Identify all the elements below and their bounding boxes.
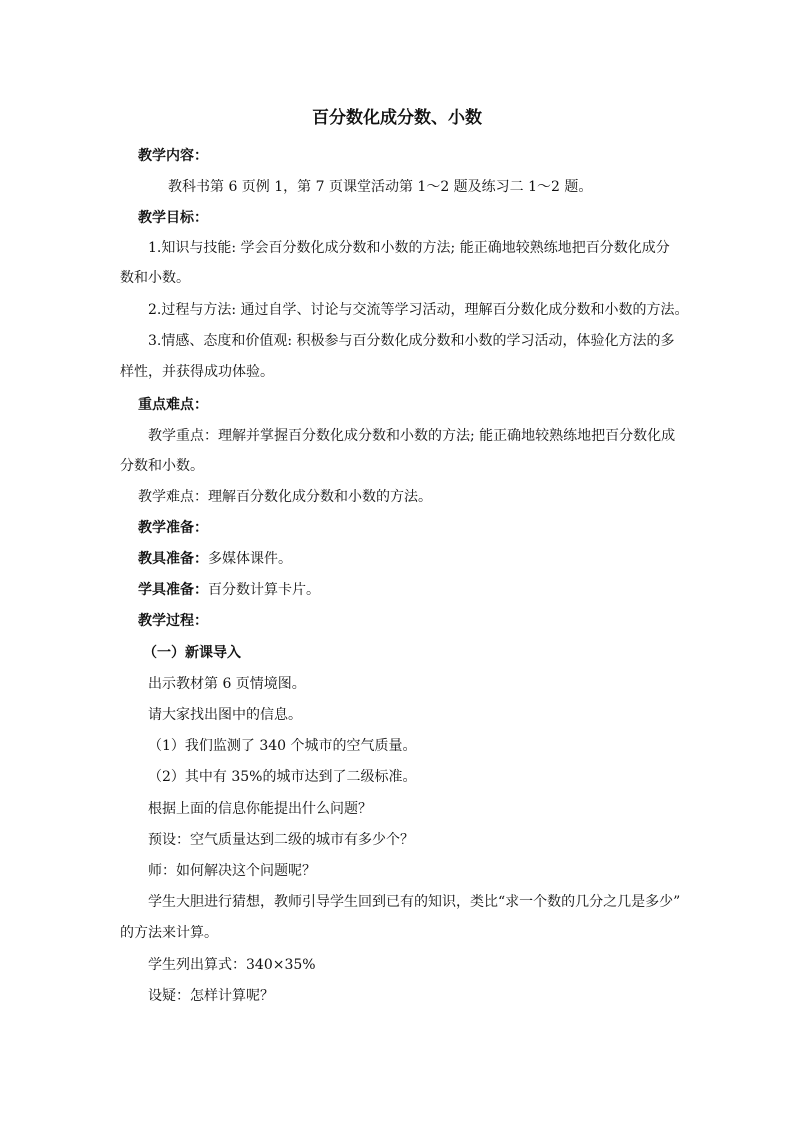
goal3-line2: 样性，并获得成功体验。 [120, 364, 274, 380]
difficulty-text: 教学难点：理解百分数化成分数和小数的方法。 [138, 489, 432, 505]
goals-heading: 教学目标： [138, 210, 208, 226]
key-point-line2: 分数和小数。 [120, 458, 204, 474]
key-heading: 重点难点： [138, 397, 208, 413]
paragraph-8-line1: 学生大胆进行猜想，教师引导学生回到已有的知识，类比“求一个数的几分之几是多少” [148, 894, 681, 910]
student-prep-value: 百分数计算卡片。 [208, 582, 320, 598]
paragraph-6: 预设：空气质量达到二级的城市有多少个？ [148, 832, 414, 848]
paragraph-3: （1）我们监测了 340 个城市的空气质量。 [148, 738, 417, 754]
paragraph-2: 请大家找出图中的信息。 [148, 707, 302, 723]
content-heading: 教学内容： [138, 148, 208, 164]
content-text: 教科书第 6 页例 1，第 7 页课堂活动第 1～2 题及练习二 1～2 题。 [168, 179, 593, 195]
student-prep-label: 学具准备： [138, 582, 208, 598]
paragraph-1: 出示教材第 6 页情境图。 [148, 676, 306, 692]
teacher-prep-label: 教具准备： [138, 551, 208, 567]
student-prep-line [138, 580, 320, 600]
goal2-text: 2.过程与方法: 通过自学、讨论与交流等学习活动，理解百分数化成分数和小数的方法。 [148, 302, 689, 318]
paragraph-5: 根据上面的信息你能提出什么问题？ [148, 801, 372, 817]
paragraph-9: 学生列出算式：340×35% [148, 957, 316, 973]
goal1-line2: 数和小数。 [120, 270, 190, 286]
prep-heading: 教学准备： [138, 520, 208, 536]
paragraph-4: （2）其中有 35%的城市达到了二级标准。 [148, 769, 417, 785]
paragraph-8-line2: 的方法来计算。 [120, 925, 218, 941]
process-heading: 教学过程： [138, 613, 208, 629]
paragraph-7: 师：如何解决这个问题呢？ [148, 863, 316, 879]
teacher-prep-line [138, 549, 292, 569]
document-title: 百分数化成分数、小数 [312, 108, 482, 128]
goal1-line1: 1.知识与技能: 学会百分数化成分数和小数的方法; 能正确地较熟练地把百分数化成分 [148, 240, 670, 256]
section1-heading: （一）新课导入 [143, 645, 241, 661]
goal3-line1: 3.情感、态度和价值观: 积极参与百分数化成分数和小数的学习活动，体验化方法的多 [148, 333, 675, 349]
teacher-prep-value: 多媒体课件。 [208, 551, 292, 567]
paragraph-10: 设疑：怎样计算呢？ [148, 988, 274, 1004]
key-point-line1: 教学重点：理解并掌握百分数化成分数和小数的方法; 能正确地较熟练地把百分数化成 [148, 428, 676, 444]
